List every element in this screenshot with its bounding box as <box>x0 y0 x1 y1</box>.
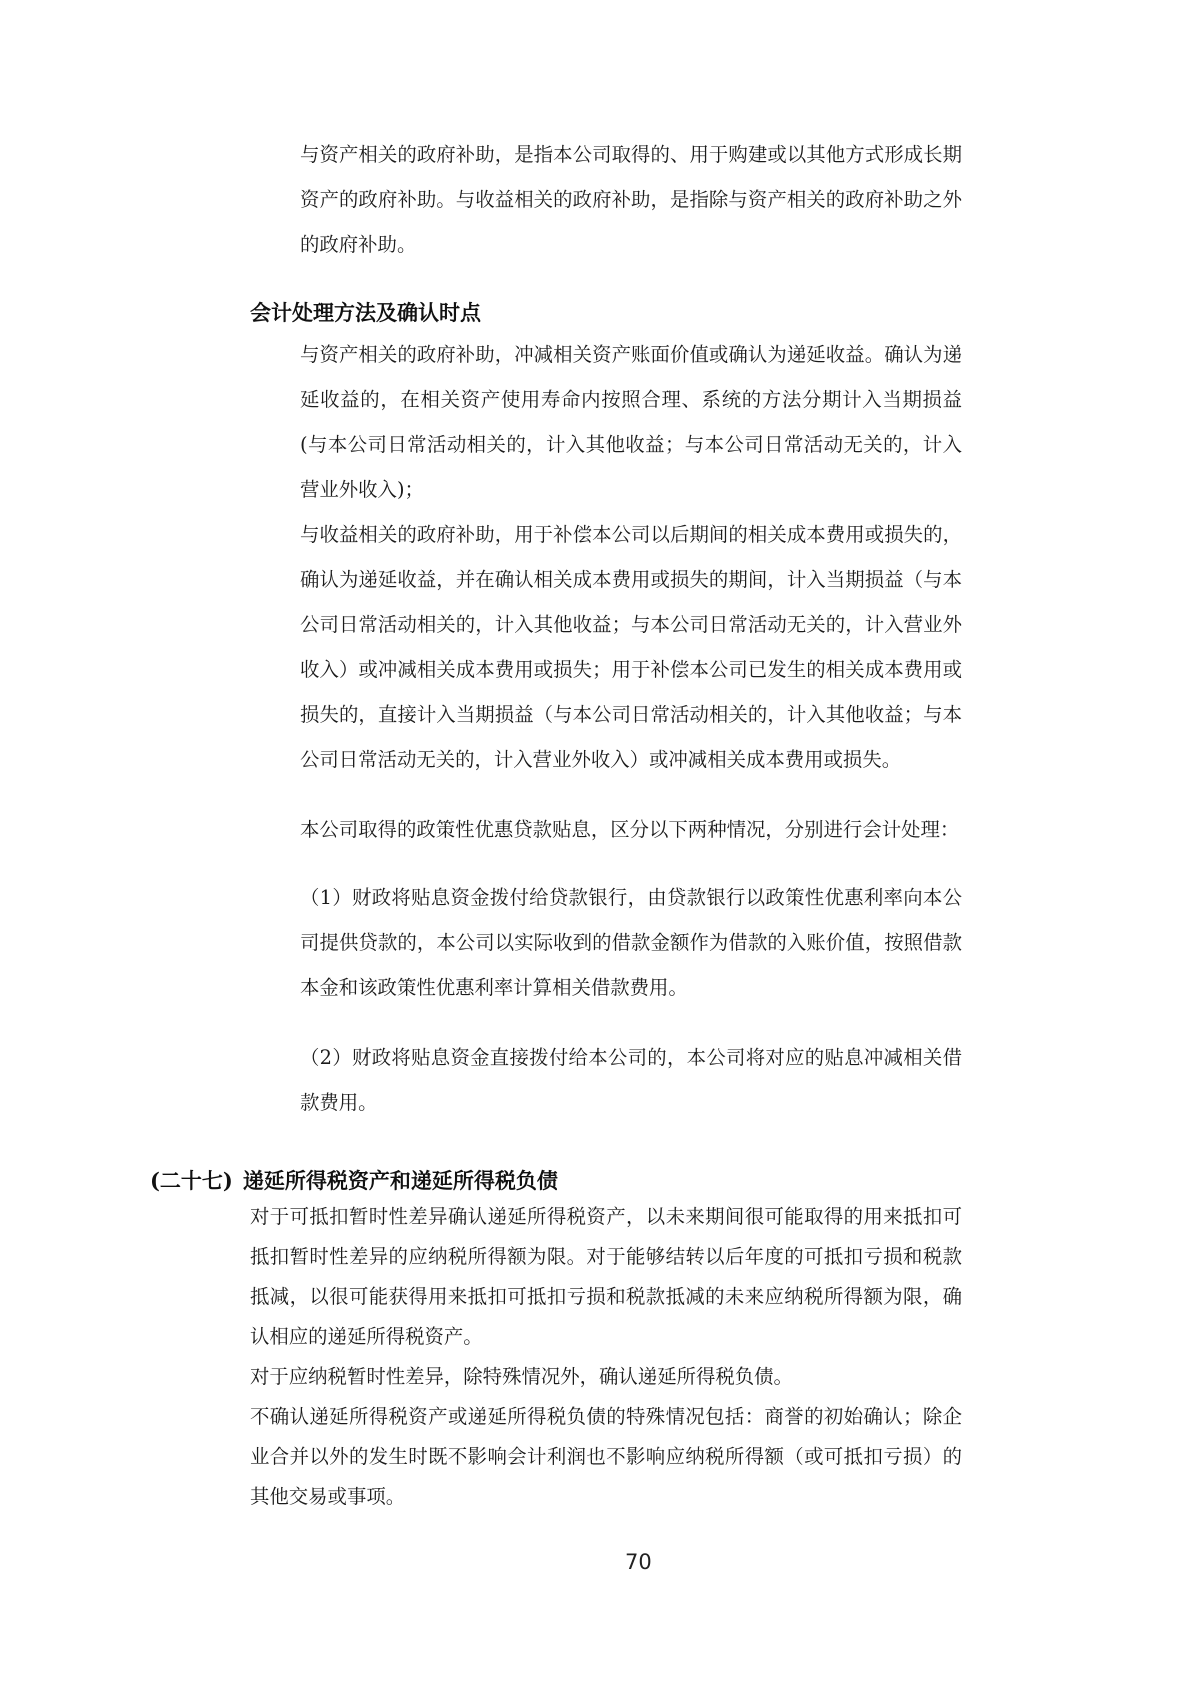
paragraph-loan-discount-intro <box>300 807 980 852</box>
paragraph-text: （2）财政将贴息资金直接拨付给本公司的，本公司将对应的贴息冲减相关借款费用。 <box>300 1046 962 1114</box>
heading-accounting-treatment: 会计处理方法及确认时点 <box>250 300 481 325</box>
page-number: 70 <box>625 1550 652 1574</box>
paragraph-taxable-differences: 对于应纳税暂时性差异，除特殊情况外，确认递延所得税负债。 <box>250 1365 793 1388</box>
section-title: 递延所得税资产和递延所得税负债 <box>242 1168 558 1193</box>
paragraph-group-grant-accounting <box>300 332 962 782</box>
paragraph-government-grant-definition <box>300 132 962 267</box>
paragraph-case-1 <box>300 875 962 1010</box>
paragraph-income-grant: 与收益相关的政府补助，用于补偿本公司以后期间的相关成本费用或损失的，确认为递延收益，并在确认相关成本费用或损失的期间，计入当期损益（与本公司日常活动相关的，计入其他收益；与本公司日常活动无关的，计入营业外收入）或冲减相关成本费用或损失；用于补偿本公司已发生的相关成本费用或损失的，直接计入当期损益（与本公司日常活动相关的，计入其他收益；与本公司日常活动无关的，计入营业外收入）或冲减相关成本费用或损失。 <box>300 523 962 771</box>
heading-section-27 <box>150 1168 558 1194</box>
paragraph-deductible-differences: 对于可抵扣暂时性差异确认递延所得税资产，以未来期间很可能取得的用来抵扣可抵扣暂时性差异的应纳税所得额为限。对于能够结转以后年度的可抵扣亏损和税款抵减，以很可能获得用来抵扣可抵扣亏损和税款抵减的未来应纳税所得额为限，确认相应的递延所得税资产。 <box>250 1205 962 1348</box>
paragraph-special-cases: 不确认递延所得税资产或递延所得税负债的特殊情况包括：商誉的初始确认；除企业合并以外的发生时既不影响会计利润也不影响应纳税所得额（或可抵扣亏损）的其他交易或事项。 <box>250 1405 962 1508</box>
paragraph-text: （1）财政将贴息资金拨付给贷款银行，由贷款银行以政策性优惠利率向本公司提供贷款的，本公司以实际收到的借款金额作为借款的入账价值，按照借款本金和该政策性优惠利率计算相关借款费用。 <box>300 886 962 999</box>
paragraph-text: 本公司取得的政策性优惠贷款贴息，区分以下两种情况，分别进行会计处理： <box>300 818 960 841</box>
paragraph-group-deferred-tax <box>250 1197 962 1517</box>
section-number: (二十七) <box>150 1168 233 1193</box>
paragraph-text: 与资产相关的政府补助，是指本公司取得的、用于购建或以其他方式形成长期资产的政府补助。与收益相关的政府补助，是指除与资产相关的政府补助之外的政府补助。 <box>300 143 962 256</box>
paragraph-case-2 <box>300 1035 962 1125</box>
paragraph-asset-grant: 与资产相关的政府补助，冲减相关资产账面价值或确认为递延收益。确认为递延收益的，在相关资产使用寿命内按照合理、系统的方法分期计入当期损益(与本公司日常活动相关的，计入其他收益；与本公司日常活动无关的，计入营业外收入)； <box>300 343 962 501</box>
